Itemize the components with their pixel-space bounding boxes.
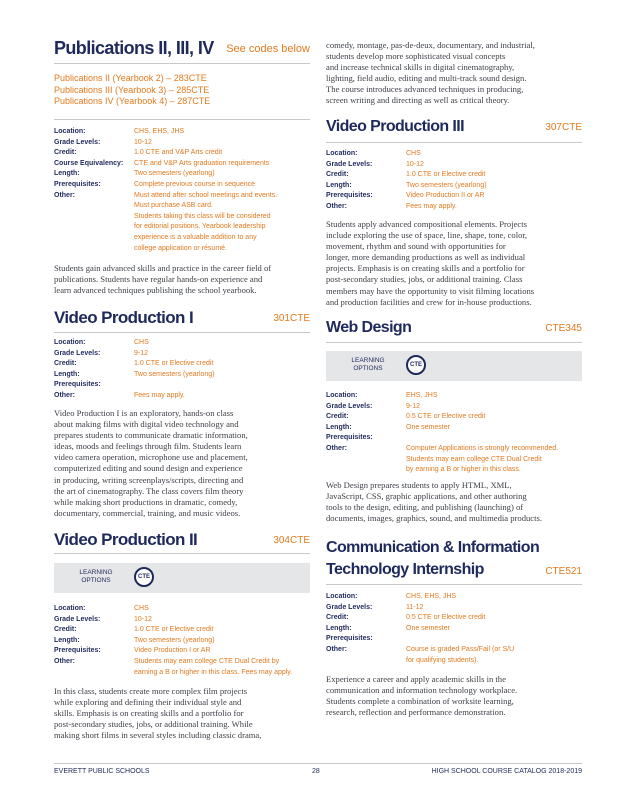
video1-info	[54, 338, 215, 402]
body-line: documentary, commercial, training, and music videos.	[54, 507, 241, 518]
info-label: Credit:	[54, 626, 77, 634]
body-line: in producing, writing screenplays/scripts, directing and	[54, 474, 244, 485]
info-value: Students may earn college CTE Dual Credit	[406, 455, 542, 463]
info-label	[326, 455, 406, 466]
intern-body	[326, 674, 517, 718]
info-label: Credit:	[326, 413, 349, 421]
info-label	[54, 244, 134, 255]
info-row	[54, 201, 277, 212]
info-label: Grade Levels:	[326, 402, 373, 410]
info-label	[54, 668, 134, 679]
cte-badge-icon: CTE	[134, 567, 154, 587]
info-row	[54, 625, 292, 636]
info-label	[54, 222, 134, 233]
body-line: video camera operation, microphone use and placement,	[54, 452, 248, 463]
info-label: Grade Levels:	[54, 349, 101, 357]
sub-code: Publications IV (Yearbook 4) – 287CTE	[54, 96, 211, 107]
body-line: include exploring the use of space, line, shape, tone, color,	[326, 230, 528, 241]
publications-info	[54, 127, 277, 254]
body-line: lighting, field audio, editing and multi-track sound design.	[326, 73, 527, 84]
info-label: Location:	[326, 392, 358, 399]
video2-code: 304CTE	[273, 535, 310, 546]
info-row	[54, 615, 292, 626]
info-value: CHS	[406, 150, 421, 157]
continued-body	[326, 40, 535, 107]
body-line: about making films with digital video technology and	[54, 419, 239, 430]
info-label: Other:	[326, 444, 347, 452]
info-row	[326, 433, 558, 444]
video3-title: Video Production III	[326, 118, 464, 135]
info-value: One semester	[406, 624, 450, 632]
info-value: 1.0 CTE or Elective credit	[406, 171, 486, 179]
info-value: Complete previous course in sequence	[134, 180, 256, 188]
info-label: Location:	[54, 339, 86, 346]
body-line: Experience a career and apply academic skills in the	[326, 674, 506, 684]
info-label: Course Equivalency:	[54, 159, 124, 167]
info-row	[326, 160, 487, 171]
info-row	[326, 202, 487, 213]
info-label: Other:	[54, 191, 75, 199]
info-label: Prerequisites:	[54, 180, 101, 188]
info-label: Grade Levels:	[326, 603, 373, 611]
video3-code: 307CTE	[545, 122, 582, 133]
info-label	[54, 233, 134, 244]
info-row	[326, 402, 558, 413]
info-row	[326, 465, 558, 476]
info-value: 9-12	[134, 349, 149, 357]
info-label: Prerequisites:	[326, 434, 373, 442]
body-line: tools to the design, editing, and publishing (launching) of	[326, 502, 524, 513]
info-value: 0.5 CTE or Elective credit	[406, 413, 486, 421]
info-value: 10-12	[406, 160, 424, 168]
info-label: Length:	[54, 170, 80, 178]
divider	[54, 332, 310, 333]
info-label: Grade Levels:	[54, 138, 101, 146]
info-label: Length:	[326, 181, 352, 189]
video1-code: 301CTE	[273, 313, 310, 324]
info-label: Other:	[54, 657, 75, 665]
body-line: Video Production I is an exploratory, hands-on class	[54, 408, 234, 418]
info-value: for editorial positions. Yearbook leadership	[134, 223, 266, 231]
info-label: Other:	[326, 645, 347, 653]
intern-title-line2: Technology Internship	[326, 561, 484, 578]
info-value: 1.0 CTE or Elective credit	[134, 626, 214, 634]
video2-body	[54, 686, 261, 741]
info-value: CHS	[134, 339, 149, 346]
info-row	[326, 592, 514, 603]
body-line: movement, rhythm and sound with opportunities for	[326, 241, 506, 252]
info-row	[54, 148, 277, 159]
video3-info	[326, 149, 487, 213]
body-line: computerized editing and sound design and experience	[54, 463, 243, 474]
body-line: prepares students to communicate dramatic information,	[54, 430, 248, 441]
info-row	[326, 455, 558, 466]
body-line: learn advanced techniques publishing the school yearbook.	[54, 285, 257, 296]
body-line: Students complete a combination of worksite learning,	[326, 696, 514, 707]
info-row	[326, 423, 558, 434]
info-value: 10-12	[134, 138, 152, 146]
body-line: skills. Emphasis is on creating skills and a portfolio for	[54, 708, 244, 719]
info-label: Other:	[54, 391, 75, 399]
info-value: Students taking this class will be considered	[134, 212, 271, 220]
body-line: Students gain advanced skills and practice in the career field of	[54, 263, 272, 273]
info-value: Fees may apply.	[406, 202, 457, 210]
body-line: research, reflection and performance demonstration.	[326, 707, 506, 718]
info-value: 11-12	[406, 603, 424, 611]
info-value: by earning a B or higher in this class.	[406, 466, 521, 474]
info-row	[54, 380, 215, 391]
divider	[326, 584, 582, 585]
info-label	[326, 465, 406, 476]
body-line: publications. Students have regular hands-on experience and	[54, 274, 263, 285]
sub-code: Publications III (Yearbook 3) – 285CTE	[54, 84, 210, 95]
info-value: CTE and V&P Arts graduation requirements	[134, 159, 270, 167]
body-line: post-secondary studies, jobs, or additional training. While	[54, 719, 253, 730]
info-value: One semester	[406, 423, 450, 431]
divider	[326, 142, 582, 143]
info-row	[326, 170, 487, 181]
info-value: Computer Applications is strongly recommended.	[406, 444, 559, 452]
info-value: CHS	[134, 605, 149, 612]
info-value: CHS, EHS, JHS	[134, 128, 185, 135]
publications-sub-codes	[54, 73, 210, 108]
info-row	[54, 169, 277, 180]
info-row	[54, 138, 277, 149]
web-info	[326, 391, 558, 476]
body-line: In this class, students create more complex film projects	[54, 686, 248, 696]
info-row	[326, 191, 487, 202]
info-value: Two semesters (yearlong)	[134, 170, 215, 178]
info-row	[326, 444, 558, 455]
info-row	[54, 127, 277, 138]
intern-info	[326, 592, 514, 666]
info-value: Video Production I or AR	[134, 647, 211, 655]
info-value: college application or résumé.	[134, 244, 227, 252]
learning-options-label: LEARNING OPTIONS	[351, 357, 385, 372]
info-value: Must purchase ASB card.	[134, 202, 213, 210]
sub-code: Publications II (Yearbook 2) – 283CTE	[54, 73, 207, 83]
info-label	[54, 201, 134, 212]
info-label: Prerequisites:	[326, 635, 373, 643]
info-label: Location:	[54, 128, 86, 135]
learning-options-label: LEARNING OPTIONS	[79, 569, 113, 584]
info-value: Students may earn college CTE Dual Credit by	[134, 657, 280, 665]
info-row	[326, 656, 514, 667]
learning-options-box	[326, 351, 582, 381]
info-row	[326, 624, 514, 635]
info-row	[54, 244, 277, 255]
info-value: 1.0 CTE or Elective credit	[134, 360, 214, 368]
info-label: Prerequisites:	[54, 381, 101, 389]
web-code: CTE345	[545, 323, 582, 334]
publications-body	[54, 263, 271, 296]
info-value: Two semesters (yearlong)	[134, 370, 215, 378]
info-row	[54, 233, 277, 244]
info-value: Must attend after school meetings and events.	[134, 191, 278, 199]
info-value: EHS, JHS	[406, 392, 438, 399]
info-value: CHS, EHS, JHS	[406, 593, 457, 600]
info-label: Prerequisites:	[54, 647, 101, 655]
info-label: Grade Levels:	[326, 160, 373, 168]
info-value: 0.5 CTE or Elective credit	[406, 614, 486, 622]
body-line: The course introduces advanced techniques in producing,	[326, 84, 524, 95]
body-line: Web Design prepares students to apply HTML, XML,	[326, 480, 512, 490]
info-row	[54, 636, 292, 647]
video1-title: Video Production I	[54, 308, 194, 327]
info-row	[54, 646, 292, 657]
info-row	[54, 359, 215, 370]
cte-badge-icon: CTE	[406, 355, 426, 375]
footer-divider	[54, 763, 582, 764]
body-line: communication and information technology workplace.	[326, 685, 518, 696]
body-line: while exploring and defining their individual style and	[54, 697, 242, 708]
info-label: Credit:	[326, 171, 349, 179]
info-value: Two semesters (yearlong)	[134, 636, 215, 644]
info-row	[54, 191, 277, 202]
info-value: Two semesters (yearlong)	[406, 181, 487, 189]
info-label: Location:	[326, 150, 358, 157]
info-row	[54, 180, 277, 191]
info-label	[54, 212, 134, 223]
info-value: for qualifying students).	[406, 656, 479, 664]
info-label: Length:	[326, 423, 352, 431]
info-row	[326, 613, 514, 624]
divider	[326, 342, 582, 343]
info-value: 9-12	[406, 402, 421, 410]
info-label: Prerequisites:	[326, 192, 373, 200]
info-label: Length:	[54, 636, 80, 644]
footer-right: HIGH SCHOOL COURSE CATALOG 2018-2019	[431, 768, 582, 775]
info-value: Fees may apply.	[134, 391, 185, 399]
info-label: Credit:	[54, 360, 77, 368]
divider	[54, 553, 310, 554]
page-number: 28	[312, 768, 320, 775]
info-row	[54, 391, 215, 402]
video1-body	[54, 408, 248, 519]
body-line: while making short productions in dramatic, comedy,	[54, 496, 238, 507]
info-row	[54, 222, 277, 233]
info-row	[54, 657, 292, 668]
info-row	[54, 604, 292, 615]
info-row	[326, 603, 514, 614]
video2-info	[54, 604, 292, 678]
body-line: post-secondary studies, jobs, or additional training. Class	[326, 274, 523, 285]
body-line: students develop more sophisticated visual concepts	[326, 51, 506, 62]
body-line: documents, images, graphics, sound, and multimedia products.	[326, 513, 542, 524]
body-line: screen writing and directing as well as critical theory.	[326, 95, 510, 106]
learning-options-box	[54, 563, 310, 593]
info-row	[54, 159, 277, 170]
info-row	[54, 349, 215, 360]
footer-left: EVERETT PUBLIC SCHOOLS	[54, 768, 150, 775]
info-row	[54, 668, 292, 679]
divider	[54, 119, 310, 120]
intern-title-line1: Communication & Information	[326, 539, 540, 556]
web-title: Web Design	[326, 319, 412, 336]
body-line: and production facilities and crew for in-house productions.	[326, 296, 532, 307]
info-row	[54, 338, 215, 349]
body-line: members may have the opportunity to visit filming locations	[326, 285, 535, 296]
intern-code: CTE521	[545, 566, 582, 577]
info-label: Grade Levels:	[54, 615, 101, 623]
body-line: Students apply advanced compositional elements. Projects	[326, 219, 527, 229]
info-value: 10-12	[134, 615, 152, 623]
publications-title: Publications II, III, IV	[54, 38, 214, 58]
body-line: the art of cinematography. The class covers film theory	[54, 485, 244, 496]
info-value: earning a B or higher in this class. Fees may apply.	[134, 668, 293, 676]
info-row	[326, 391, 558, 402]
body-line: JavaScript, CSS, graphic applications, and other authoring	[326, 491, 527, 502]
info-row	[326, 634, 514, 645]
info-row	[326, 181, 487, 192]
info-label: Location:	[54, 605, 86, 612]
info-row	[326, 412, 558, 423]
info-label: Credit:	[54, 149, 77, 157]
divider	[54, 63, 310, 64]
publications-code: See codes below	[226, 43, 310, 55]
info-label: Length:	[54, 370, 80, 378]
video3-body	[326, 219, 534, 308]
body-line: longer, more demanding productions as well as individual	[326, 252, 526, 263]
info-label	[326, 656, 406, 667]
info-value: 1.0 CTE and V&P Arts credit	[134, 149, 223, 157]
body-line: ideas, moods and feelings through film. Students learn	[54, 441, 242, 452]
info-value: experience is a valuable addition to any	[134, 233, 257, 241]
info-value: Video Production II or AR	[406, 192, 485, 200]
body-line: and increase technical skills in digital cinematography,	[326, 62, 515, 73]
info-label: Location:	[326, 593, 358, 600]
info-row	[326, 149, 487, 160]
info-label: Credit:	[326, 614, 349, 622]
info-row	[326, 645, 514, 656]
info-row	[54, 370, 215, 381]
body-line: comedy, montage, pas-de-deux, documentary, and industrial,	[326, 40, 535, 50]
info-value: Course is graded Pass/Fail (or S/U	[406, 645, 515, 653]
video2-title: Video Production II	[54, 530, 198, 549]
body-line: projects. Emphasis is on creating skills and a portfolio for	[326, 263, 525, 274]
web-body	[326, 480, 542, 524]
body-line: making short films in several styles including classic drama,	[54, 730, 262, 741]
info-label: Other:	[326, 202, 347, 210]
info-label: Length:	[326, 624, 352, 632]
info-row	[54, 212, 277, 223]
